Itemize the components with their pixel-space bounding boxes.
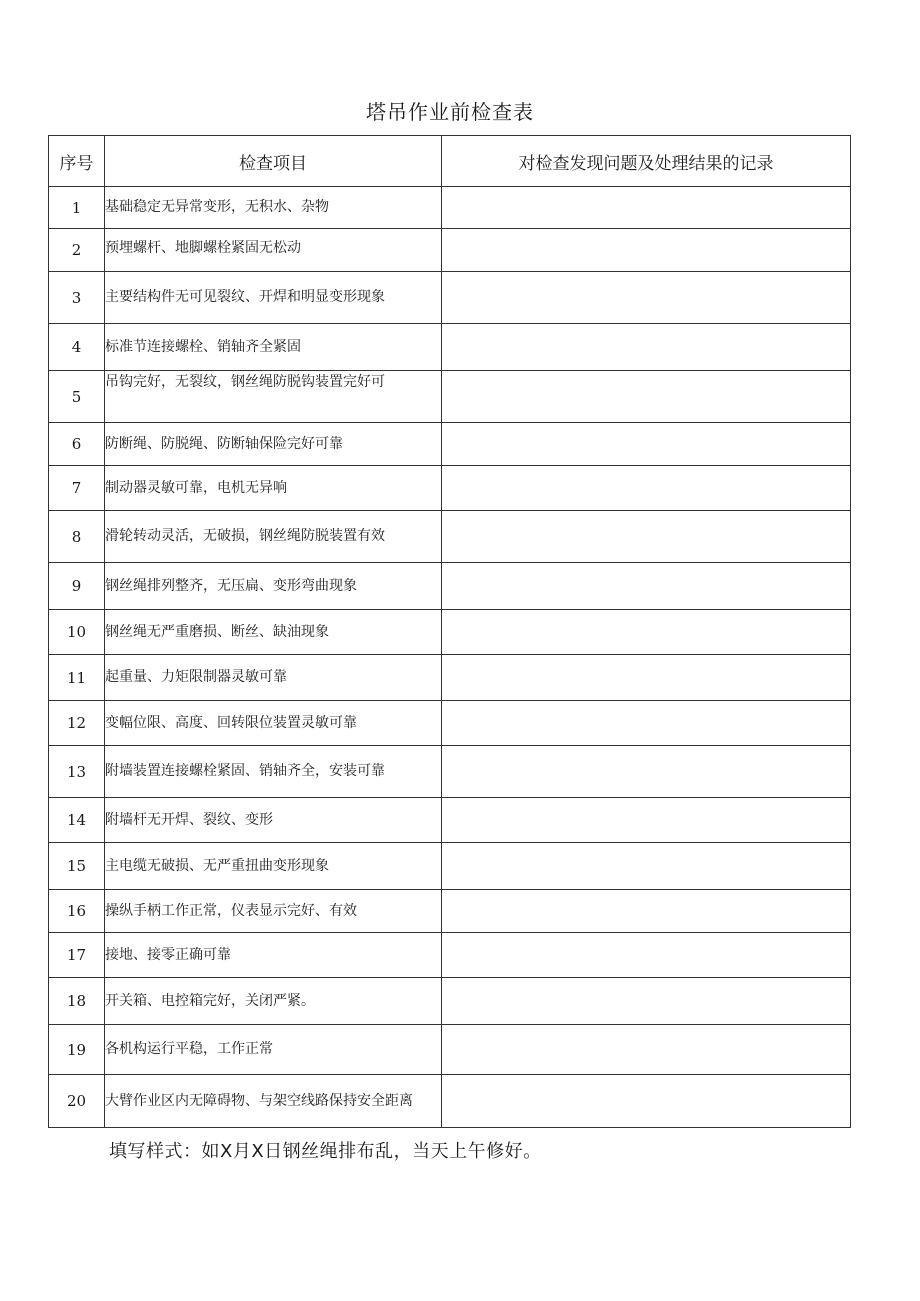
row-number: 8 [49, 511, 105, 563]
table-row [49, 272, 851, 324]
row-item: 钢丝绳无严重磨损、断丝、缺油现象 [105, 610, 442, 655]
row-item: 附墙杆无开焊、裂纹、变形 [105, 798, 442, 843]
row-item: 各机构运行平稳，工作正常 [105, 1025, 442, 1075]
row-record-cell[interactable] [442, 933, 851, 978]
row-record-cell[interactable] [442, 1025, 851, 1075]
row-number: 18 [49, 978, 105, 1025]
table-row [49, 423, 851, 466]
row-item: 起重量、力矩限制器灵敏可靠 [105, 655, 442, 701]
header-number: 序号 [49, 136, 105, 187]
row-record-cell[interactable] [442, 371, 851, 423]
row-number: 19 [49, 1025, 105, 1075]
row-number: 1 [49, 187, 105, 229]
table-row [49, 843, 851, 890]
row-record-cell[interactable] [442, 746, 851, 798]
row-record-cell[interactable] [442, 701, 851, 746]
row-number: 9 [49, 563, 105, 610]
row-item: 主要结构件无可见裂纹、开焊和明显变形现象 [105, 272, 442, 324]
header-item: 检查项目 [105, 136, 442, 187]
table-row [49, 746, 851, 798]
table-row [49, 655, 851, 701]
table-row [49, 511, 851, 563]
row-item: 变幅位限、高度、回转限位装置灵敏可靠 [105, 701, 442, 746]
row-number: 12 [49, 701, 105, 746]
table-row [49, 610, 851, 655]
row-number: 20 [49, 1075, 105, 1128]
row-item: 基础稳定无异常变形，无积水、杂物 [105, 187, 442, 229]
row-number: 13 [49, 746, 105, 798]
row-record-cell[interactable] [442, 978, 851, 1025]
row-item: 预埋螺杆、地脚螺栓紧固无松动 [105, 229, 442, 272]
table-row [49, 371, 851, 423]
row-number: 10 [49, 610, 105, 655]
row-item: 操纵手柄工作正常，仪表显示完好、有效 [105, 890, 442, 933]
row-item: 主电缆无破损、无严重扭曲变形现象 [105, 843, 442, 890]
row-number: 16 [49, 890, 105, 933]
header-record: 对检查发现问题及处理结果的记录 [442, 136, 851, 187]
row-record-cell[interactable] [442, 229, 851, 272]
row-record-cell[interactable] [442, 655, 851, 701]
row-number: 7 [49, 466, 105, 511]
document-title: 塔吊作业前检查表 [366, 100, 534, 124]
row-number: 14 [49, 798, 105, 843]
row-number: 3 [49, 272, 105, 324]
table-row [49, 933, 851, 978]
row-record-cell[interactable] [442, 187, 851, 229]
row-record-cell[interactable] [442, 466, 851, 511]
fill-in-example-note: 填写样式：如X月X日钢丝绳排布乱，当天上午修好。 [109, 1141, 542, 1162]
row-record-cell[interactable] [442, 1075, 851, 1128]
row-item: 接地、接零正确可靠 [105, 933, 442, 978]
table-row [49, 1025, 851, 1075]
row-record-cell[interactable] [442, 423, 851, 466]
table-row [49, 890, 851, 933]
row-number: 17 [49, 933, 105, 978]
row-item: 开关箱、电控箱完好，关闭严紧。 [105, 978, 442, 1025]
table-row [49, 1075, 851, 1128]
row-number: 5 [49, 371, 105, 423]
table-row [49, 978, 851, 1025]
table-row [49, 229, 851, 272]
table-row [49, 701, 851, 746]
table-row [49, 324, 851, 371]
row-record-cell[interactable] [442, 798, 851, 843]
row-number: 15 [49, 843, 105, 890]
inspection-table [48, 135, 851, 1128]
table-row [49, 187, 851, 229]
row-record-cell[interactable] [442, 610, 851, 655]
row-item: 滑轮转动灵活，无破损，钢丝绳防脱装置有效 [105, 511, 442, 563]
row-record-cell[interactable] [442, 843, 851, 890]
row-number: 2 [49, 229, 105, 272]
table-row [49, 466, 851, 511]
row-item: 大臂作业区内无障碍物、与架空线路保持安全距离 [105, 1075, 442, 1128]
row-number: 11 [49, 655, 105, 701]
table-row [49, 563, 851, 610]
row-item: 标准节连接螺栓、销轴齐全紧固 [105, 324, 442, 371]
row-record-cell[interactable] [442, 272, 851, 324]
row-item: 吊钩完好，无裂纹，钢丝绳防脱钩装置完好可 [105, 371, 442, 423]
row-record-cell[interactable] [442, 511, 851, 563]
row-item: 防断绳、防脱绳、防断轴保险完好可靠 [105, 423, 442, 466]
row-record-cell[interactable] [442, 563, 851, 610]
row-item: 制动器灵敏可靠，电机无异响 [105, 466, 442, 511]
row-number: 6 [49, 423, 105, 466]
table-row [49, 798, 851, 843]
row-item: 钢丝绳排列整齐，无压扁、变形弯曲现象 [105, 563, 442, 610]
row-record-cell[interactable] [442, 890, 851, 933]
table-header-row [49, 136, 851, 187]
row-number: 4 [49, 324, 105, 371]
row-item: 附墙装置连接螺栓紧固、销轴齐全，安装可靠 [105, 746, 442, 798]
row-record-cell[interactable] [442, 324, 851, 371]
